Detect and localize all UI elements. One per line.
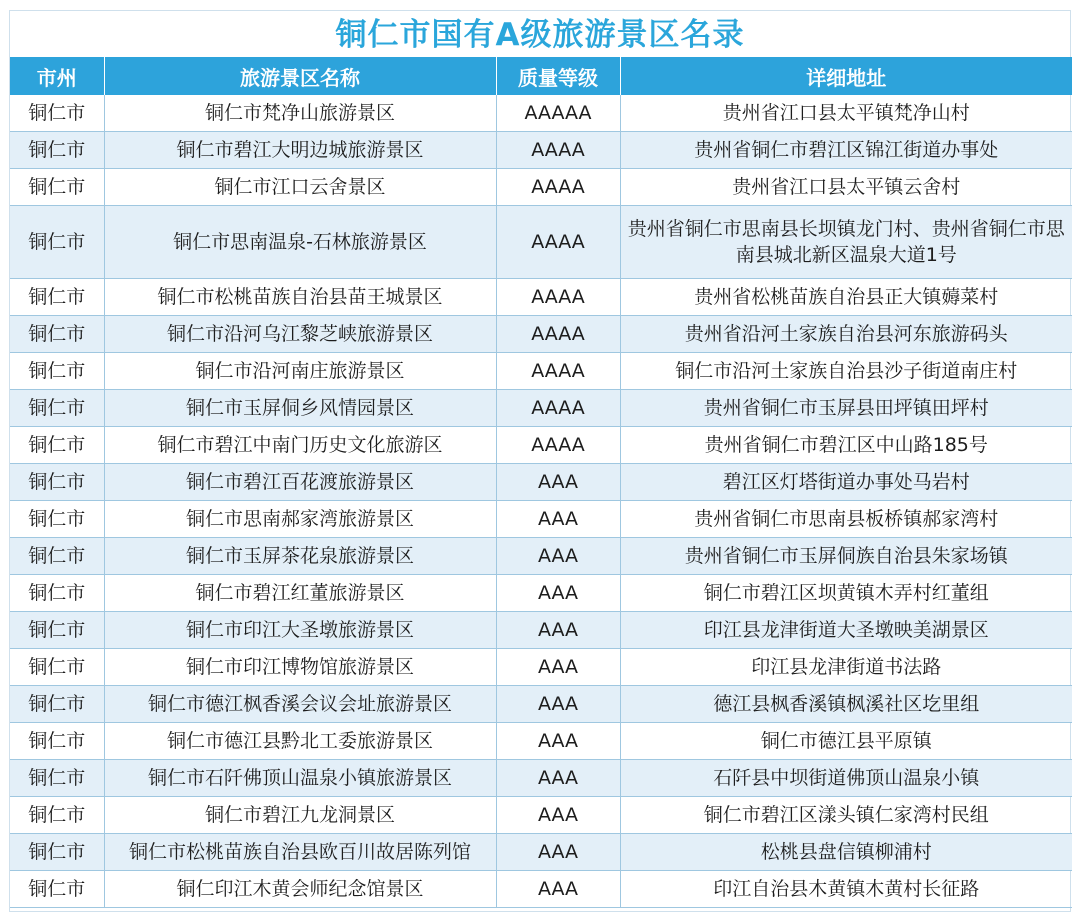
cell-address: 印江县龙津街道书法路 — [620, 649, 1072, 686]
cell-name: 铜仁市碧江中南门历史文化旅游区 — [104, 427, 496, 464]
cell-address: 贵州省江口县太平镇云舍村 — [620, 169, 1072, 206]
cell-name: 铜仁市碧江九龙洞景区 — [104, 797, 496, 834]
cell-city: 铜仁市 — [10, 353, 104, 390]
cell-level: AAA — [496, 538, 620, 575]
table-row — [10, 390, 1072, 427]
table-row — [10, 834, 1072, 871]
table-row — [10, 723, 1072, 760]
cell-address: 贵州省铜仁市玉屏县田坪镇田坪村 — [620, 390, 1072, 427]
cell-address: 石阡县中坝街道佛顶山温泉小镇 — [620, 760, 1072, 797]
table-row — [10, 353, 1072, 390]
table-row — [10, 686, 1072, 723]
cell-city: 铜仁市 — [10, 834, 104, 871]
cell-address: 印江自治县木黄镇木黄村长征路 — [620, 871, 1072, 908]
table-row — [10, 612, 1072, 649]
cell-name: 铜仁市玉屏茶花泉旅游景区 — [104, 538, 496, 575]
table-row — [10, 797, 1072, 834]
cell-level: AAAA — [496, 390, 620, 427]
cell-level: AAA — [496, 575, 620, 612]
cell-name: 铜仁市思南郝家湾旅游景区 — [104, 501, 496, 538]
table-row — [10, 538, 1072, 575]
cell-name: 铜仁市印江大圣墩旅游景区 — [104, 612, 496, 649]
cell-name: 铜仁市石阡佛顶山温泉小镇旅游景区 — [104, 760, 496, 797]
cell-address: 德江县枫香溪镇枫溪社区圪里组 — [620, 686, 1072, 723]
cell-name: 铜仁市玉屏侗乡风情园景区 — [104, 390, 496, 427]
cell-city: 铜仁市 — [10, 538, 104, 575]
table-row — [10, 575, 1072, 612]
cell-city: 铜仁市 — [10, 575, 104, 612]
cell-name: 铜仁市沿河乌江黎芝峡旅游景区 — [104, 316, 496, 353]
table-row — [10, 169, 1072, 206]
cell-city: 铜仁市 — [10, 316, 104, 353]
cell-address: 贵州省铜仁市碧江区锦江街道办事处 — [620, 132, 1072, 169]
cell-address: 铜仁市碧江区坝黄镇木弄村红董组 — [620, 575, 1072, 612]
cell-address: 贵州省铜仁市思南县板桥镇郝家湾村 — [620, 501, 1072, 538]
cell-city: 铜仁市 — [10, 390, 104, 427]
cell-city: 铜仁市 — [10, 206, 104, 279]
cell-address: 贵州省铜仁市碧江区中山路185号 — [620, 427, 1072, 464]
cell-city: 铜仁市 — [10, 501, 104, 538]
cell-address: 贵州省松桃苗族自治县正大镇薅菜村 — [620, 279, 1072, 316]
cell-city: 铜仁市 — [10, 464, 104, 501]
cell-name: 铜仁市沿河南庄旅游景区 — [104, 353, 496, 390]
cell-name: 铜仁市印江博物馆旅游景区 — [104, 649, 496, 686]
cell-city: 铜仁市 — [10, 797, 104, 834]
column-header-address: 详细地址 — [620, 57, 1072, 95]
cell-name: 铜仁市德江县黔北工委旅游景区 — [104, 723, 496, 760]
cell-address: 铜仁市碧江区漾头镇仁家湾村民组 — [620, 797, 1072, 834]
cell-city: 铜仁市 — [10, 612, 104, 649]
cell-address: 铜仁市德江县平原镇 — [620, 723, 1072, 760]
cell-address: 贵州省铜仁市玉屏侗族自治县朱家场镇 — [620, 538, 1072, 575]
cell-city: 铜仁市 — [10, 871, 104, 908]
column-header-name: 旅游景区名称 — [104, 57, 496, 95]
cell-level: AAA — [496, 797, 620, 834]
cell-city: 铜仁市 — [10, 760, 104, 797]
cell-level: AAA — [496, 723, 620, 760]
table-row — [10, 464, 1072, 501]
page-title: 铜仁市国有A级旅游景区名录 — [335, 17, 745, 53]
cell-name: 铜仁市江口云舍景区 — [104, 169, 496, 206]
cell-city: 铜仁市 — [10, 169, 104, 206]
table-row — [10, 871, 1072, 908]
cell-address: 印江县龙津街道大圣墩映美湖景区 — [620, 612, 1072, 649]
cell-name: 铜仁市碧江红董旅游景区 — [104, 575, 496, 612]
cell-name: 铜仁市松桃苗族自治县苗王城景区 — [104, 279, 496, 316]
cell-city: 铜仁市 — [10, 723, 104, 760]
cell-level: AAAAA — [496, 95, 620, 132]
cell-city: 铜仁市 — [10, 279, 104, 316]
cell-address: 贵州省沿河土家族自治县河东旅游码头 — [620, 316, 1072, 353]
cell-address: 贵州省江口县太平镇梵净山村 — [620, 95, 1072, 132]
cell-address: 铜仁市沿河土家族自治县沙子街道南庄村 — [620, 353, 1072, 390]
table-row — [10, 427, 1072, 464]
cell-level: AAA — [496, 612, 620, 649]
cell-level: AAA — [496, 686, 620, 723]
table-row — [10, 501, 1072, 538]
document-sheet — [9, 10, 1071, 912]
table-row — [10, 279, 1072, 316]
cell-level: AAA — [496, 464, 620, 501]
column-header-level: 质量等级 — [496, 57, 620, 95]
scenic-area-table — [10, 57, 1072, 908]
cell-level: AAAA — [496, 316, 620, 353]
cell-address: 碧江区灯塔街道办事处马岩村 — [620, 464, 1072, 501]
cell-name: 铜仁印江木黄会师纪念馆景区 — [104, 871, 496, 908]
table-row — [10, 95, 1072, 132]
cell-city: 铜仁市 — [10, 686, 104, 723]
cell-address: 松桃县盘信镇柳浦村 — [620, 834, 1072, 871]
cell-level: AAA — [496, 834, 620, 871]
cell-level: AAA — [496, 871, 620, 908]
cell-level: AAAA — [496, 169, 620, 206]
cell-city: 铜仁市 — [10, 649, 104, 686]
cell-name: 铜仁市德江枫香溪会议会址旅游景区 — [104, 686, 496, 723]
cell-level: AAAA — [496, 279, 620, 316]
table-header-row — [10, 57, 1072, 95]
cell-name: 铜仁市思南温泉-石林旅游景区 — [104, 206, 496, 279]
table-body — [10, 95, 1072, 908]
cell-city: 铜仁市 — [10, 427, 104, 464]
cell-level: AAA — [496, 501, 620, 538]
table-row — [10, 206, 1072, 279]
cell-level: AAAA — [496, 132, 620, 169]
column-header-city: 市州 — [10, 57, 104, 95]
cell-level: AAA — [496, 649, 620, 686]
table-row — [10, 760, 1072, 797]
cell-level: AAAA — [496, 206, 620, 279]
cell-level: AAA — [496, 760, 620, 797]
cell-name: 铜仁市松桃苗族自治县欧百川故居陈列馆 — [104, 834, 496, 871]
cell-city: 铜仁市 — [10, 95, 104, 132]
table-row — [10, 649, 1072, 686]
cell-city: 铜仁市 — [10, 132, 104, 169]
cell-level: AAAA — [496, 427, 620, 464]
table-row — [10, 316, 1072, 353]
cell-name: 铜仁市碧江百花渡旅游景区 — [104, 464, 496, 501]
cell-level: AAAA — [496, 353, 620, 390]
cell-name: 铜仁市碧江大明边城旅游景区 — [104, 132, 496, 169]
cell-name: 铜仁市梵净山旅游景区 — [104, 95, 496, 132]
table-row — [10, 132, 1072, 169]
cell-address: 贵州省铜仁市思南县长坝镇龙门村、贵州省铜仁市思南县城北新区温泉大道1号 — [620, 206, 1072, 279]
